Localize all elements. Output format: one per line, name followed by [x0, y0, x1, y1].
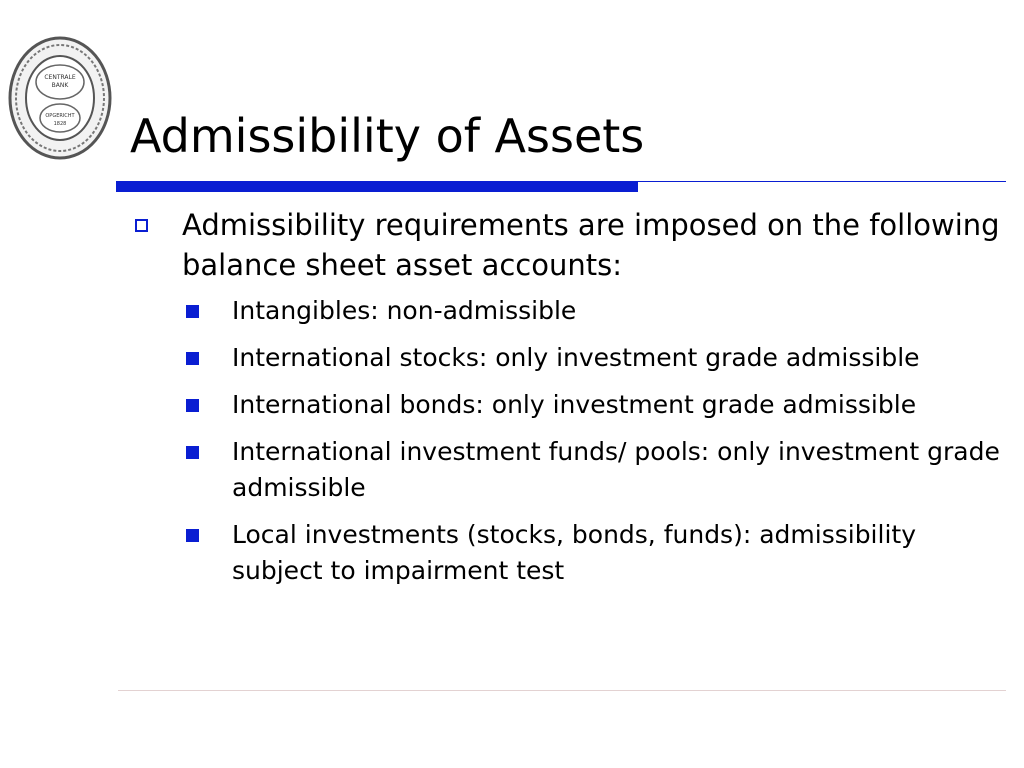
solid-square-bullet-icon — [186, 399, 199, 412]
sub-bullet-item — [130, 387, 1010, 423]
solid-square-bullet-icon — [186, 352, 199, 365]
title-underline-thick — [116, 181, 638, 192]
main-bullet-text: Admissibility requirements are imposed on the following balance sheet asset accounts: — [182, 208, 1000, 282]
sub-bullet-text: International investment funds/ pools: only investment grade admissible — [232, 437, 1000, 502]
sub-bullet-item — [130, 340, 1010, 376]
sub-bullet-item — [130, 434, 1010, 506]
main-bullet-point — [130, 205, 1010, 285]
title-underline-thin — [638, 181, 1006, 182]
seal-text-centrale: CENTRALE — [44, 74, 76, 81]
slide-content — [130, 205, 1010, 600]
footer-divider — [118, 690, 1006, 691]
solid-square-bullet-icon — [186, 446, 199, 459]
sub-bullet-text: Intangibles: non-admissible — [232, 296, 577, 325]
central-bank-seal-icon — [8, 36, 112, 160]
sub-bullet-text: International bonds: only investment grade admissible — [232, 390, 917, 419]
sub-bullet-list — [130, 293, 1010, 589]
solid-square-bullet-icon — [186, 529, 199, 542]
seal-text-year: 1828 — [53, 121, 67, 127]
hollow-square-bullet-icon — [135, 219, 148, 232]
seal-text-bank: BANK — [51, 82, 69, 89]
slide-title: Admissibility of Assets — [130, 109, 645, 163]
solid-square-bullet-icon — [186, 305, 199, 318]
sub-bullet-item — [130, 517, 1010, 589]
seal-text-opgericht: OPGERICHT — [45, 113, 75, 119]
sub-bullet-text: International stocks: only investment grade admissible — [232, 343, 920, 372]
sub-bullet-item — [130, 293, 1010, 329]
sub-bullet-text: Local investments (stocks, bonds, funds): admissibility subject to impairment test — [232, 520, 916, 585]
